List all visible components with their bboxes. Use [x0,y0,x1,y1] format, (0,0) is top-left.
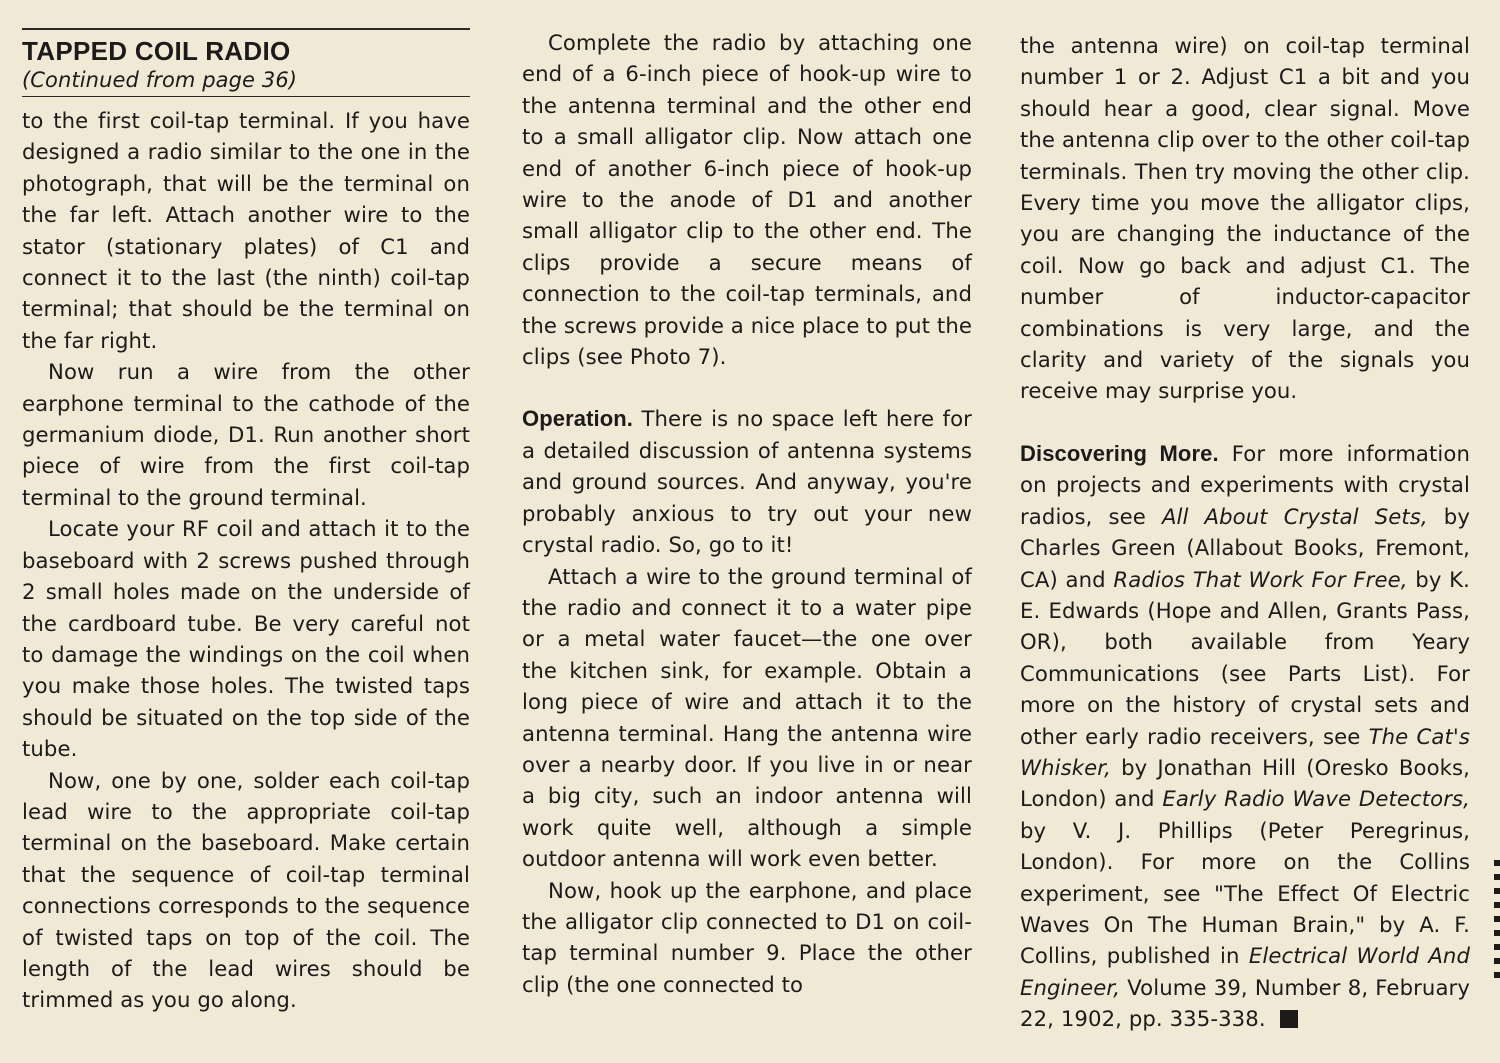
discovering-text-k: Volume 39, Number 8, February 22, 1902, pp. 335-338. [1020,974,1470,1032]
col2-paragraph-4: Now, hook up the earphone, and place the alligator clip connected to D1 on coil-tap terminal number 9. Place the other clip (the one connected to [522,877,972,997]
col1-paragraph-2: Now run a wire from the other earphone terminal to the cathode of the germanium diode, D1. Run another short piece of wire from the first coil-tap terminal to the ground terminal. [22,359,470,510]
journal-title: Electrical World And Engineer, [1020,943,1470,1000]
discovering-text-g: by Jonathan Hill (Oresko Books, London) and [1020,754,1470,812]
book-title-cats-whisker: The Cat's Whisker, [1020,723,1470,780]
col2-paragraph-1: Complete the radio by attaching one end of a 6-inch piece of hook-up wire to the antenna terminal and the other end to a small alligator clip. Now attach one end of another 6-inch piece of hook-up wire to the anode of D1 and another small alligator clip to the other end. The clips provide a secure means of connection to the coil-tap terminals, and the screws provide a nice place to put the clips (see Photo 7). [522,30,972,370]
header-bottom-rule [22,96,470,97]
discovering-text-c: by Charles Green (Allabout Books, Fremont, CA) and [1020,503,1470,592]
discovering-text-a: For more information on projects and experiments with crystal radios, see [1020,440,1470,529]
page-edge-marks [1494,860,1500,980]
col3-paragraph-1: the antenna wire) on coil-tap terminal number 1 or 2. Adjust C1 a bit and you should hear a good, clear signal. Move the antenna clip over to the other coil-tap terminals. Then try moving the other clip. Every time you move the alligator clips, you are changing the inductance of the coil. Now go back and adjust C1. The number of inductor-capacitor combinations is very large, and the clarity and variety of the signals you receive may surprise you. [1020,33,1470,404]
discovering-heading: Discovering More. [1020,440,1219,466]
end-of-article-mark [1280,1010,1298,1028]
section-gap [522,372,972,403]
column-3 [1020,30,1470,1035]
operation-paragraph [522,403,972,560]
section-gap [1020,407,1470,438]
operation-text: There is no space left here for a detailed discussion of antenna systems and ground sources. And anyway, you're probably anxious to try out your new crystal radio. So, go to it! [522,406,972,558]
book-title-radios-free: Radios That Work For Free, [1113,566,1408,592]
discovering-text-i: by V. J. Phillips (Peter Peregrinus, London). For more on the Collins experiment, see "The Effect Of Electric Waves On The Human Brain," by A. F. Collins, published in [1020,817,1470,969]
column-2 [522,27,972,1000]
discovering-text-e: by K. E. Edwards (Hope and Allen, Grants Pass, OR), both available from Yeary Communications (see Parts List). For more on the history of crystal sets and other early radio receivers, see [1020,566,1471,749]
continued-note: (Continued from page 36) [22,68,298,92]
article-title: TAPPED COIL RADIO [22,36,291,66]
col1-paragraph-3: Locate your RF coil and attach it to the baseboard with 2 screws pushed through 2 small holes made on the underside of the cardboard tube. Be very careful not to damage the windings on the coil when you make those holes. The twisted taps should be situated on the top side of the tube. [22,516,470,762]
col2-paragraph-3: Attach a wire to the ground terminal of the radio and connect it to a water pipe or a metal water faucet—the one over the kitchen sink, for example. Obtain a long piece of wire and attach it to the antenna terminal. Hang the antenna wire over a nearby door. If you live in or near a big city, such an indoor antenna will work quite well, although a simple outdoor antenna will work even better. [522,563,972,872]
header-top-rule [22,28,470,30]
discovering-paragraph [1020,438,1470,1035]
col1-paragraph-4: Now, one by one, solder each coil-tap lead wire to the appropriate coil-tap terminal on the baseboard. Make certain that the sequence of coil-tap terminal connections corresponds to the sequence of twisted taps on top of the coil. The length of the lead wires should be trimmed as you go along. [22,767,470,1013]
book-title-wave-detectors: Early Radio Wave Detectors, [1162,786,1471,812]
operation-heading: Operation. [522,406,634,432]
column-1 [22,28,470,1016]
col1-paragraph-1: to the first coil-tap terminal. If you have designed a radio similar to the one in the photograph, that will be the terminal on the far left. Attach another wire to the stator (stationary plates) of C1 and connect it to the last (the ninth) coil-tap terminal; that should be the terminal on the far right. [22,108,470,353]
book-title-crystal-sets: All About Crystal Sets, [1161,503,1428,529]
